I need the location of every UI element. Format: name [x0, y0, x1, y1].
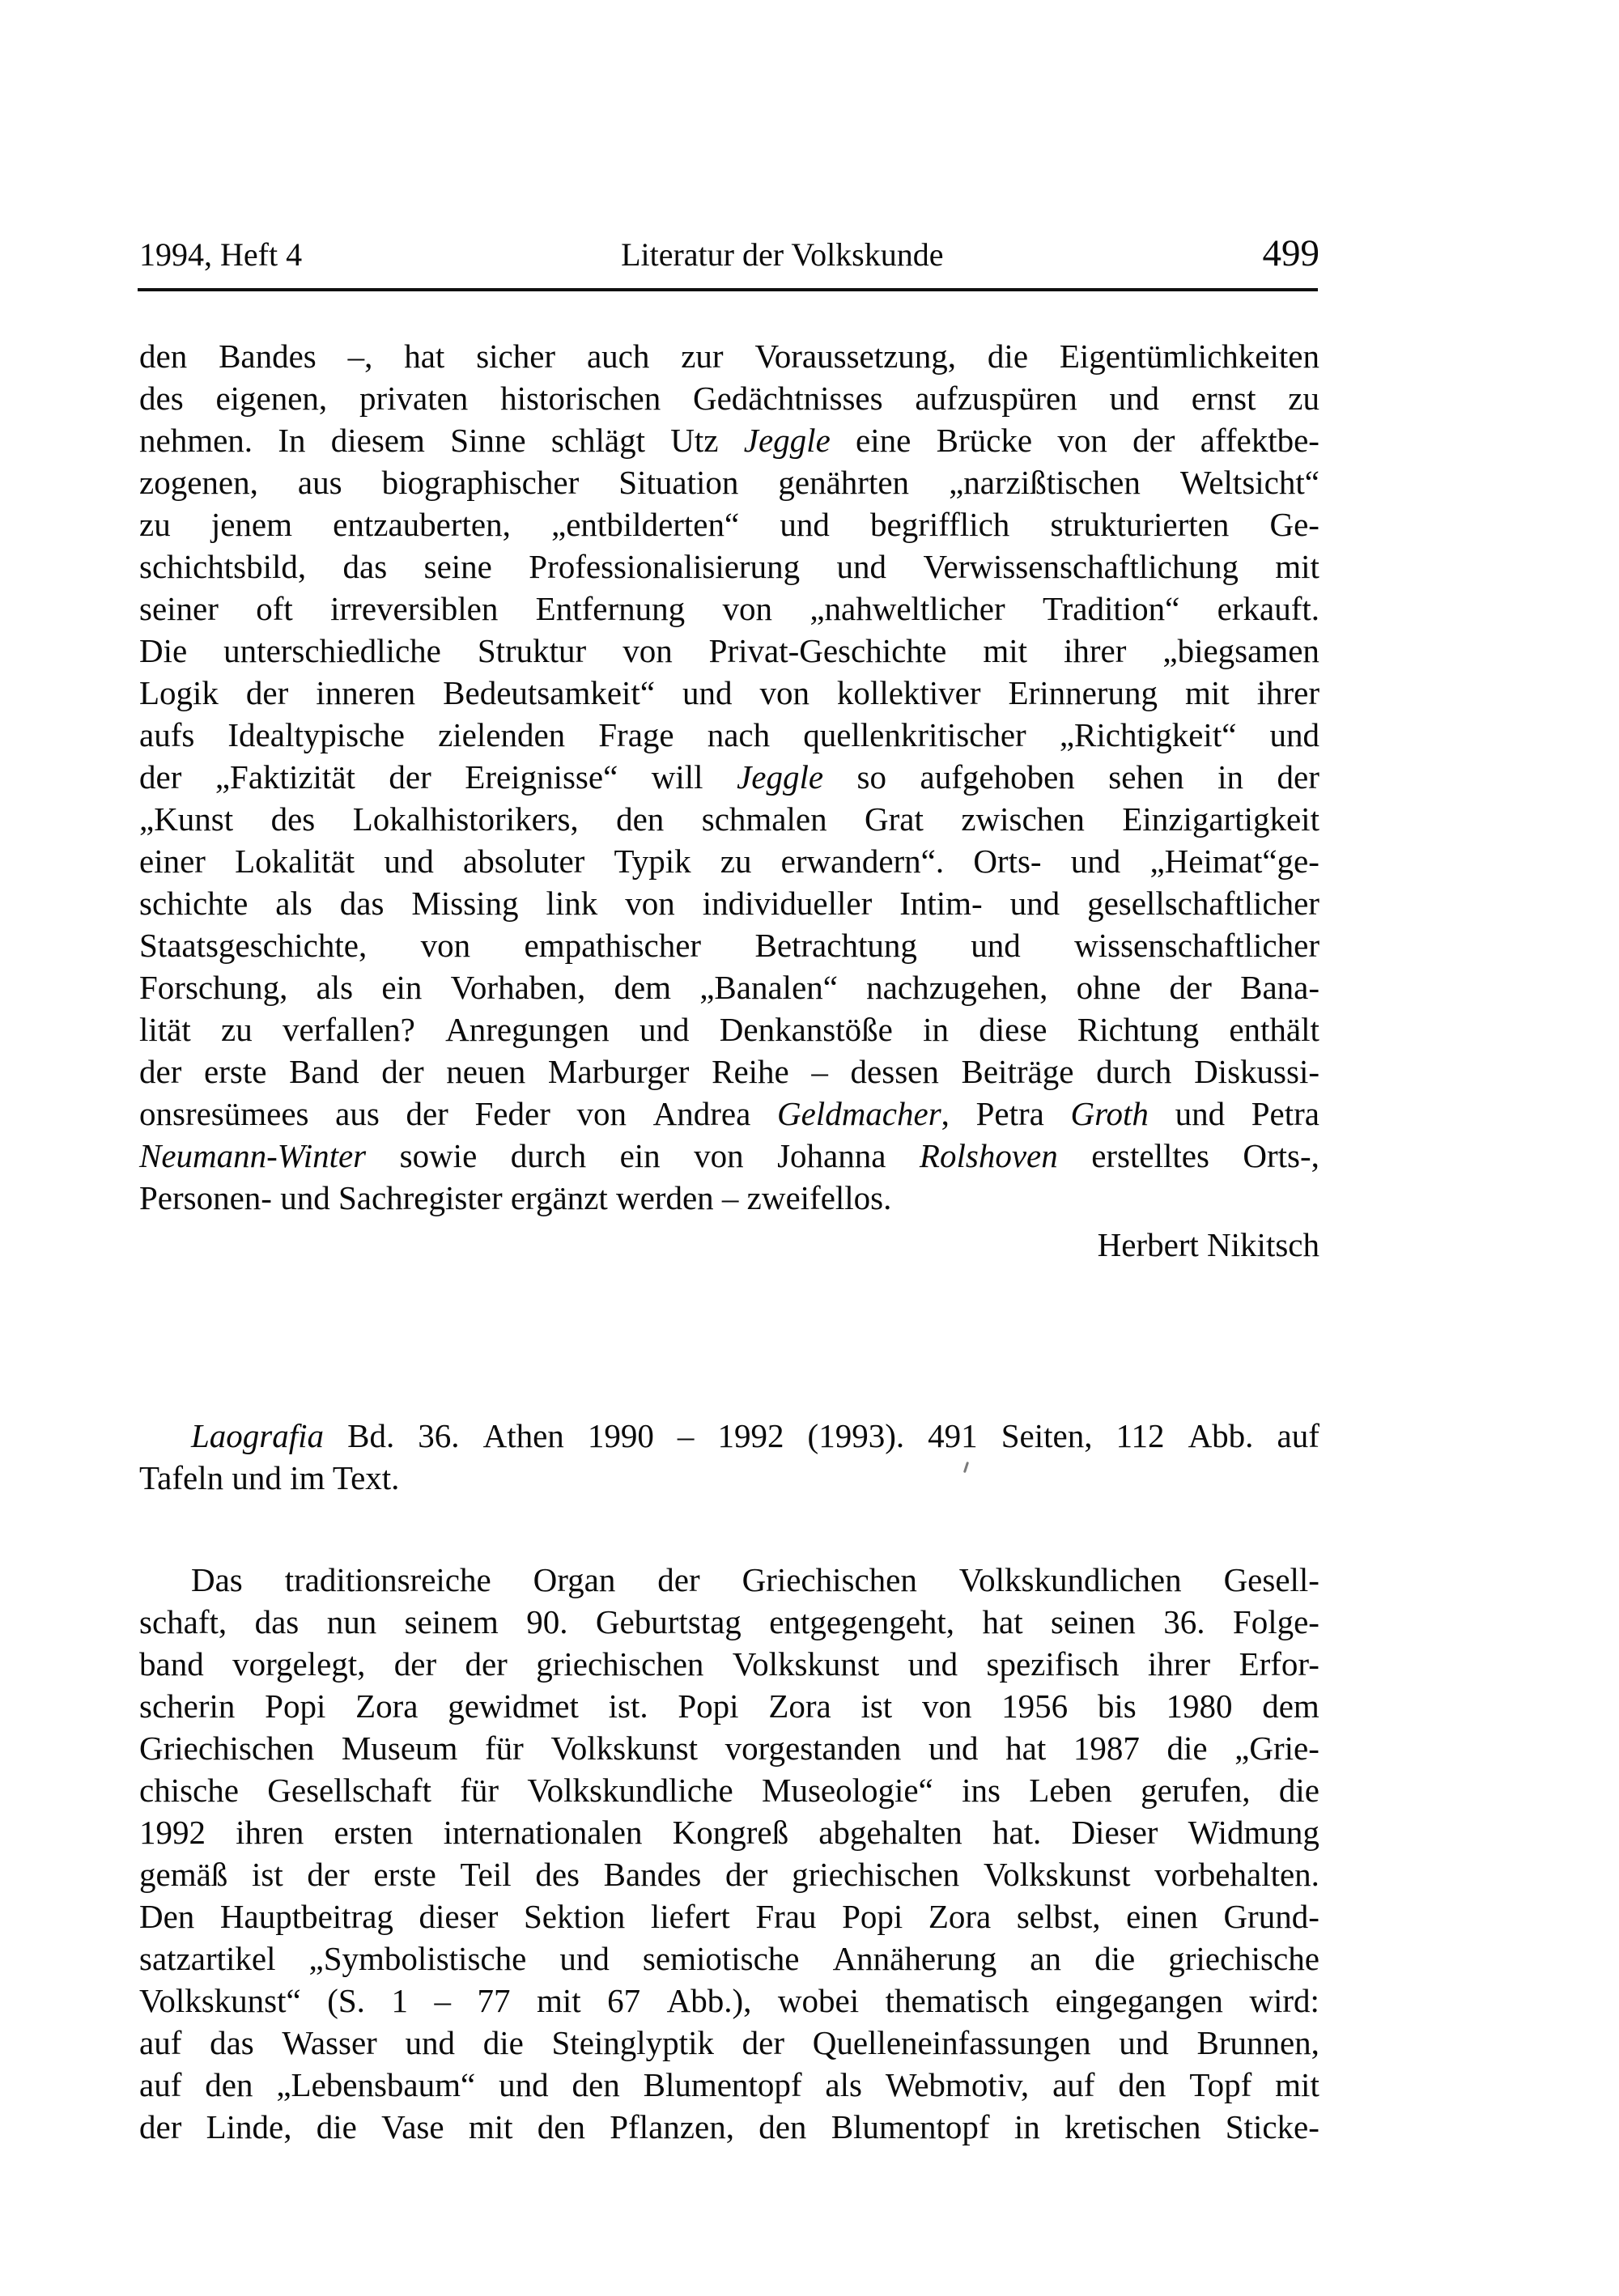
text-line: band vorgelegt, der der griechischen Volkskunst und spezifisch ihrer Erfor-	[139, 1645, 1319, 1683]
text-line: Griechischen Museum für Volkskunst vorgestanden und hat 1987 die „Grie-	[139, 1729, 1319, 1767]
text-line: scherin Popi Zora gewidmet ist. Popi Zora ist von 1956 bis 1980 dem	[139, 1687, 1319, 1725]
text-line: zogenen, aus biographischer Situation genährten „narzißtischen Weltsicht“	[139, 464, 1319, 501]
header-page-number: 499	[1262, 232, 1319, 274]
book-citation	[139, 1415, 1319, 1499]
text-line: Die unterschiedliche Struktur von Privat-Geschichte mit ihrer „biegsamen	[139, 632, 1319, 669]
text-line: Personen- und Sachregister ergänzt werden – zweifellos.	[139, 1179, 892, 1216]
text-line: Volkskunst“ (S. 1 – 77 mit 67 Abb.), wobei thematisch eingegangen wird:	[139, 1982, 1319, 2019]
text-line: der erste Band der neuen Marburger Reihe – dessen Beiträge durch Diskussi-	[139, 1053, 1319, 1090]
text-line: Logik der inneren Bedeutsamkeit“ und von kollektiver Erinnerung mit ihrer	[139, 674, 1319, 711]
review-text-laografia	[139, 1559, 1319, 2148]
text-line: Forschung, als ein Vorhaben, dem „Banalen“ nachzugehen, ohne der Bana-	[139, 969, 1319, 1006]
text-line: Das traditionsreiche Organ der Griechischen Volkskundlichen Gesell-	[191, 1561, 1319, 1598]
text-line: der Linde, die Vase mit den Pflanzen, den Blumentopf in kretischen Sticke-	[139, 2108, 1319, 2145]
text-line: des eigenen, privaten historischen Gedächtnisses aufzuspüren und ernst zu	[139, 380, 1319, 417]
text-line: der „Faktizität der Ereignisse“ will Jeggle so aufgehoben sehen in der	[139, 758, 1319, 796]
text-line: Staatsgeschichte, von empathischer Betrachtung und wissenschaftlicher	[139, 927, 1319, 964]
text-line: lität zu verfallen? Anregungen und Denkanstöße in diese Richtung enthält	[139, 1011, 1319, 1048]
text-line: „Kunst des Lokalhistorikers, den schmalen Grat zwischen Einzigartigkeit	[139, 800, 1319, 838]
text-line: Den Hauptbeitrag dieser Sektion liefert Frau Popi Zora selbst, einen Grund-	[139, 1898, 1319, 1935]
review-paragraph	[139, 1559, 1319, 2148]
text-line: nehmen. In diesem Sinne schlägt Utz Jeggle eine Brücke von der affektbe-	[139, 422, 1319, 459]
text-line: auf den „Lebensbaum“ und den Blumentopf als Webmotiv, auf den Topf mit	[139, 2066, 1319, 2103]
text-line: 1992 ihren ersten internationalen Kongreß abgehalten hat. Dieser Widmung	[139, 1814, 1319, 1851]
running-head	[139, 233, 1319, 275]
text-line: satzartikel „Symbolistische und semiotische Annäherung an die griechische	[139, 1940, 1319, 1977]
citation-paragraph	[139, 1415, 1319, 1499]
text-line: Tafeln und im Text.	[139, 1459, 400, 1496]
review-paragraph	[139, 335, 1319, 1219]
text-line: Laografia Bd. 36. Athen 1990 – 1992 (1993). 491 Seiten, 112 Abb. auf	[191, 1417, 1319, 1454]
text-line: zu jenem entzauberten, „entbilderten“ und begrifflich strukturierten Ge-	[139, 506, 1319, 543]
text-line: gemäß ist der erste Teil des Bandes der griechischen Volkskunst vorbehalten.	[139, 1856, 1319, 1893]
text-line: onsresümees aus der Feder von Andrea Geldmacher, Petra Groth und Petra	[139, 1095, 1319, 1132]
text-line: seiner oft irreversiblen Entfernung von „nahweltlicher Tradition“ erkauft.	[139, 590, 1319, 627]
text-line: schaft, das nun seinem 90. Geburtstag entgegengeht, hat seinen 36. Folge-	[139, 1603, 1319, 1640]
text-line: auf das Wasser und die Steinglyptik der Quelleneinfassungen und Brunnen,	[139, 2024, 1319, 2061]
header-journal-title: Literatur der Volkskunde	[621, 236, 944, 273]
header-issue: 1994, Heft 4	[139, 236, 303, 273]
text-line: Neumann-Winter sowie durch ein von Johanna Rolshoven erstelltes Orts-,	[139, 1137, 1319, 1174]
text-line: schichte als das Missing link von individueller Intim- und gesellschaftlicher	[139, 885, 1319, 922]
review-text-nikitsch	[139, 335, 1319, 1266]
text-line: einer Lokalität und absoluter Typik zu erwandern“. Orts- und „Heimat“ge-	[139, 842, 1319, 880]
text-line: chische Gesellschaft für Volkskundliche Museologie“ ins Leben gerufen, die	[139, 1772, 1319, 1809]
reviewer-signature: Herbert Nikitsch	[1097, 1226, 1319, 1263]
text-line: den Bandes –, hat sicher auch zur Voraussetzung, die Eigentümlichkeiten	[139, 337, 1319, 375]
text-line: aufs Idealtypische zielenden Frage nach quellenkritischer „Richtigkeit“ und	[139, 716, 1319, 753]
header-rule	[138, 288, 1318, 291]
text-line: schichtsbild, das seine Professionalisierung und Verwissenschaftlichung mit	[139, 548, 1319, 585]
